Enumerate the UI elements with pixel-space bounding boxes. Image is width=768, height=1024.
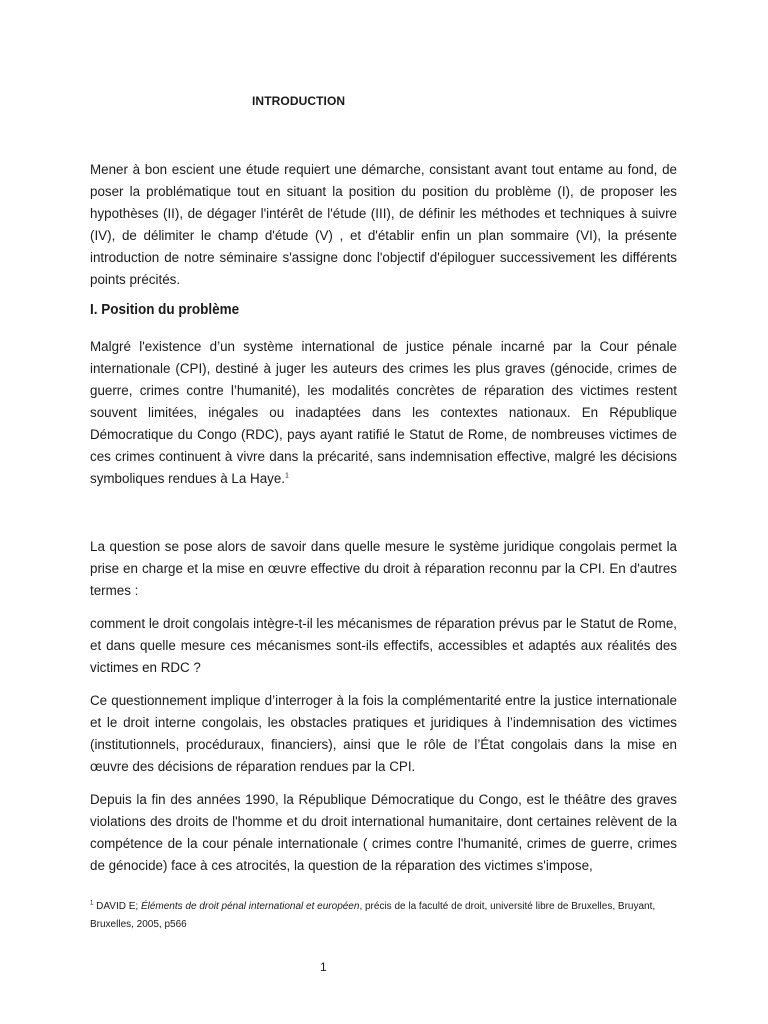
question-paragraph: La question se pose alors de savoir dans quelle mesure le système juridique congolais permet la prise en charge et la mise en œuvre effective du droit à réparation reconnu par la CPI. En d'autres termes : (90, 539, 677, 598)
footnote-reference[interactable]: 1 (285, 472, 289, 480)
problem-paragraph (90, 336, 677, 490)
section-heading: I. Position du problème (90, 302, 240, 318)
footnote-author: DAVID E; (96, 901, 139, 912)
page-title: INTRODUCTION (252, 94, 346, 108)
footnote (90, 898, 680, 934)
page-number: 1 (320, 960, 327, 974)
questioning-paragraph: Ce questionnement implique d’interroger à la fois la complémentarité entre la justice internationale et le droit interne congolais, les obstacles pratiques et juridiques à l’indemnisation des victimes (institutionnels, procéduraux, financiers), ainsi que le rôle de l’État congolais dans la mise en œuvre des décisions de réparation rendues par la CPI. (90, 693, 677, 774)
footnote-book-title: Éléments de droit pénal international et européen (140, 901, 360, 912)
footnote-mark: 1 (90, 900, 94, 907)
footnote-details: , précis de la faculté de droit, université libre de Bruxelles, Bruyant, Bruxelles, 2005, p566 (90, 901, 656, 930)
intro-paragraph: Mener à bon escient une étude requiert une démarche, consistant avant tout entame au fond, de poser la problématique tout en situant la position du position du problème (I), de proposer les hypothèses (II), de dégager l'intérêt de l'étude (III), de définir les méthodes et techniques à suivre (IV), de délimiter le champ d'étude (V) , et d'établir enfin un plan sommaire (VI), la présente introduction de notre séminaire s'assigne donc l'objectif d'épiloguer successivement les différents points précités. (90, 162, 677, 287)
problem-paragraph-text: Malgré l'existence d’un système international de justice pénale incarné par la Cour pénale internationale (CPI), destiné à juger les auteurs des crimes les plus graves (génocide, crimes de guerre, crimes contre l’humanité), les modalités concrètes de réparation des victimes restent souvent limitées, inégales ou inadaptées dans les contextes nationaux. En République Démocratique du Congo (RDC), pays ayant ratifié le Statut de Rome, de nombreuses victimes de ces crimes continuent à vivre dans la précarité, sans indemnisation effective, malgré les décisions symboliques rendues à La Haye. (90, 339, 677, 486)
research-question-paragraph: comment le droit congolais intègre-t-il les mécanismes de réparation prévus par le Statut de Rome, et dans quelle mesure ces mécanismes sont-ils effectifs, accessibles et adaptés aux réalités des victimes en RDC ? (90, 616, 677, 675)
context-paragraph: Depuis la fin des années 1990, la République Démocratique du Congo, est le théâtre des graves violations des droits de l'homme et du droit international humanitaire, dont certaines relèvent de la compétence de la cour pénale internationale ( crimes contre l'humanité, crimes de guerre, crimes de génocide) face à ces atrocités, la question de la réparation des victimes s'impose, (90, 792, 677, 873)
